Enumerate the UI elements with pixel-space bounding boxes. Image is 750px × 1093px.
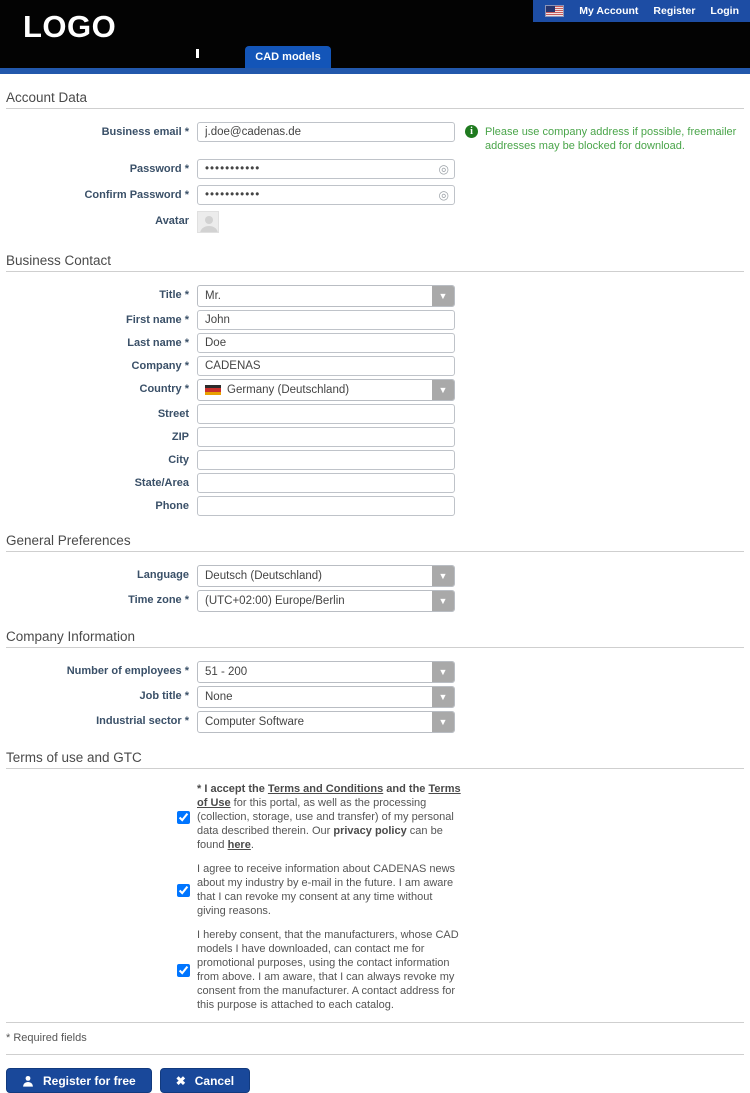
field-label: Street bbox=[157, 408, 189, 420]
chevron-down-icon: ▼ bbox=[432, 566, 454, 586]
field-label: Business email * bbox=[101, 126, 189, 138]
employees-select[interactable] bbox=[197, 661, 455, 683]
selected-value: Mr. bbox=[205, 290, 221, 302]
eye-icon[interactable]: ◎ bbox=[438, 188, 449, 202]
chevron-down-icon: ▼ bbox=[432, 591, 454, 611]
form-row-confirm-password bbox=[6, 185, 744, 205]
news-consent-checkbox[interactable] bbox=[177, 884, 190, 897]
person-silhouette-icon bbox=[198, 212, 219, 233]
form-row-city bbox=[6, 450, 744, 470]
field-label: Country * bbox=[139, 383, 189, 395]
section-title-business-contact: Business Contact bbox=[6, 253, 112, 268]
form-row-timezone bbox=[6, 590, 744, 612]
country-select[interactable] bbox=[197, 379, 455, 401]
form-row-title bbox=[6, 285, 744, 307]
person-icon bbox=[22, 1075, 34, 1087]
field-label: Job title * bbox=[139, 690, 189, 702]
timezone-select[interactable] bbox=[197, 590, 455, 612]
partial-tab-marker bbox=[196, 49, 199, 58]
form-row-job-title bbox=[6, 686, 744, 708]
required-fields-note: * Required fields bbox=[6, 1032, 87, 1044]
chevron-down-icon: ▼ bbox=[432, 286, 454, 306]
news-consent-text: I agree to receive information about CADENAS news about my industry by e-mail in the future. I am aware that I can revoke my consent at any time without giving reasons. bbox=[197, 863, 456, 917]
selected-value: Computer Software bbox=[205, 716, 305, 728]
close-icon: ✖ bbox=[175, 1073, 186, 1088]
selected-value: None bbox=[205, 691, 233, 703]
email-help-text: Please use company address if possible, freemailer addresses may be blocked for download. bbox=[485, 126, 737, 152]
cancel-button[interactable]: ✖ Cancel bbox=[160, 1068, 250, 1093]
tab-cad-models[interactable]: CAD models bbox=[245, 46, 331, 68]
manufacturer-consent-checkbox[interactable] bbox=[177, 964, 190, 977]
selected-value: 51 - 200 bbox=[205, 666, 248, 678]
section-title-account-data: Account Data bbox=[6, 90, 88, 105]
chevron-down-icon: ▼ bbox=[432, 687, 454, 707]
form-row-last-name bbox=[6, 333, 744, 353]
chevron-down-icon: ▼ bbox=[432, 380, 454, 400]
form-row-language bbox=[6, 565, 744, 587]
first-name-input[interactable] bbox=[197, 310, 455, 330]
industrial-sector-select[interactable] bbox=[197, 711, 455, 733]
terms-and-conditions-link[interactable]: Terms and Conditions bbox=[267, 783, 384, 795]
nav-my-account[interactable]: My Account bbox=[579, 5, 639, 17]
business-email-input[interactable] bbox=[197, 122, 455, 142]
page-header bbox=[0, 0, 750, 68]
nav-login[interactable]: Login bbox=[710, 5, 739, 17]
gtc-checkbox[interactable] bbox=[177, 811, 190, 824]
phone-input[interactable] bbox=[197, 496, 455, 516]
top-nav bbox=[533, 0, 750, 22]
field-label: Number of employees * bbox=[66, 665, 189, 677]
form-row-industrial-sector bbox=[6, 711, 744, 733]
job-title-select[interactable] bbox=[197, 686, 455, 708]
us-flag-icon[interactable] bbox=[545, 5, 564, 17]
form-row-employees bbox=[6, 661, 744, 683]
state-area-input[interactable] bbox=[197, 473, 455, 493]
section-title-terms: Terms of use and GTC bbox=[6, 750, 142, 765]
registration-form bbox=[0, 74, 750, 1093]
form-row-zip bbox=[6, 427, 744, 447]
field-label: ZIP bbox=[171, 431, 189, 443]
section-title-general-preferences: General Preferences bbox=[6, 533, 131, 548]
field-label: Industrial sector * bbox=[96, 715, 189, 727]
form-row-company bbox=[6, 356, 744, 376]
field-label: Company * bbox=[131, 360, 189, 372]
terms-item-gtc bbox=[6, 782, 744, 852]
selected-value: Germany (Deutschland) bbox=[227, 384, 350, 396]
confirm-password-input[interactable] bbox=[197, 185, 455, 205]
info-icon: i bbox=[465, 125, 478, 138]
zip-input[interactable] bbox=[197, 427, 455, 447]
street-input[interactable] bbox=[197, 404, 455, 424]
field-label: Phone bbox=[155, 500, 189, 512]
form-row-avatar bbox=[6, 211, 744, 233]
gtc-text: * I accept the Terms and Conditions and the Terms of Use for this portal, as well as the processing (collection, storage, use and transfer) of my personal data described therein. Our privacy policy can be found here. bbox=[197, 783, 461, 851]
field-label: Avatar bbox=[155, 215, 189, 227]
section-title-company-information: Company Information bbox=[6, 629, 136, 644]
title-select[interactable] bbox=[197, 285, 455, 307]
nav-register[interactable]: Register bbox=[653, 5, 696, 17]
selected-value: Deutsch (Deutschland) bbox=[205, 570, 322, 582]
field-label: Last name * bbox=[127, 337, 189, 349]
chevron-down-icon: ▼ bbox=[432, 662, 454, 682]
form-row-phone bbox=[6, 496, 744, 516]
avatar[interactable] bbox=[197, 211, 219, 233]
register-for-free-button[interactable]: Register for free bbox=[6, 1068, 152, 1093]
terms-item-news bbox=[6, 862, 744, 918]
logo: LOGO bbox=[23, 9, 117, 44]
form-row-state bbox=[6, 473, 744, 493]
company-input[interactable] bbox=[197, 356, 455, 376]
field-label: Confirm Password * bbox=[84, 189, 189, 201]
field-label: Language bbox=[137, 569, 189, 581]
field-label: Password * bbox=[129, 163, 189, 175]
email-help-note bbox=[465, 122, 737, 153]
password-input[interactable] bbox=[197, 159, 455, 179]
manufacturer-consent-text: I hereby consent, that the manufacturers, whose CAD models I have downloaded, can contact me for promotional purposes, using the contact information from above. I am aware, that I can always revoke my consent from the manufacturer. A contact address for this purpose is attached to each catalog. bbox=[197, 929, 459, 1011]
germany-flag-icon bbox=[205, 385, 221, 395]
form-row-first-name bbox=[6, 310, 744, 330]
form-row-password bbox=[6, 159, 744, 179]
field-label: City bbox=[168, 454, 189, 466]
form-row-street bbox=[6, 404, 744, 424]
eye-icon[interactable]: ◎ bbox=[438, 162, 449, 176]
field-label: Title * bbox=[159, 289, 189, 301]
terms-of-use-link[interactable]: Terms of Use bbox=[197, 783, 461, 809]
privacy-policy-here-link[interactable]: here bbox=[227, 839, 251, 851]
form-row-business-email bbox=[6, 122, 744, 153]
chevron-down-icon: ▼ bbox=[432, 712, 454, 732]
city-input[interactable] bbox=[197, 450, 455, 470]
form-row-country bbox=[6, 379, 744, 401]
field-label: Time zone * bbox=[128, 594, 189, 606]
terms-item-manufacturers bbox=[6, 928, 744, 1012]
field-label: State/Area bbox=[134, 477, 189, 489]
language-select[interactable] bbox=[197, 565, 455, 587]
selected-value: (UTC+02:00) Europe/Berlin bbox=[205, 595, 345, 607]
field-label: First name * bbox=[126, 314, 189, 326]
last-name-input[interactable] bbox=[197, 333, 455, 353]
